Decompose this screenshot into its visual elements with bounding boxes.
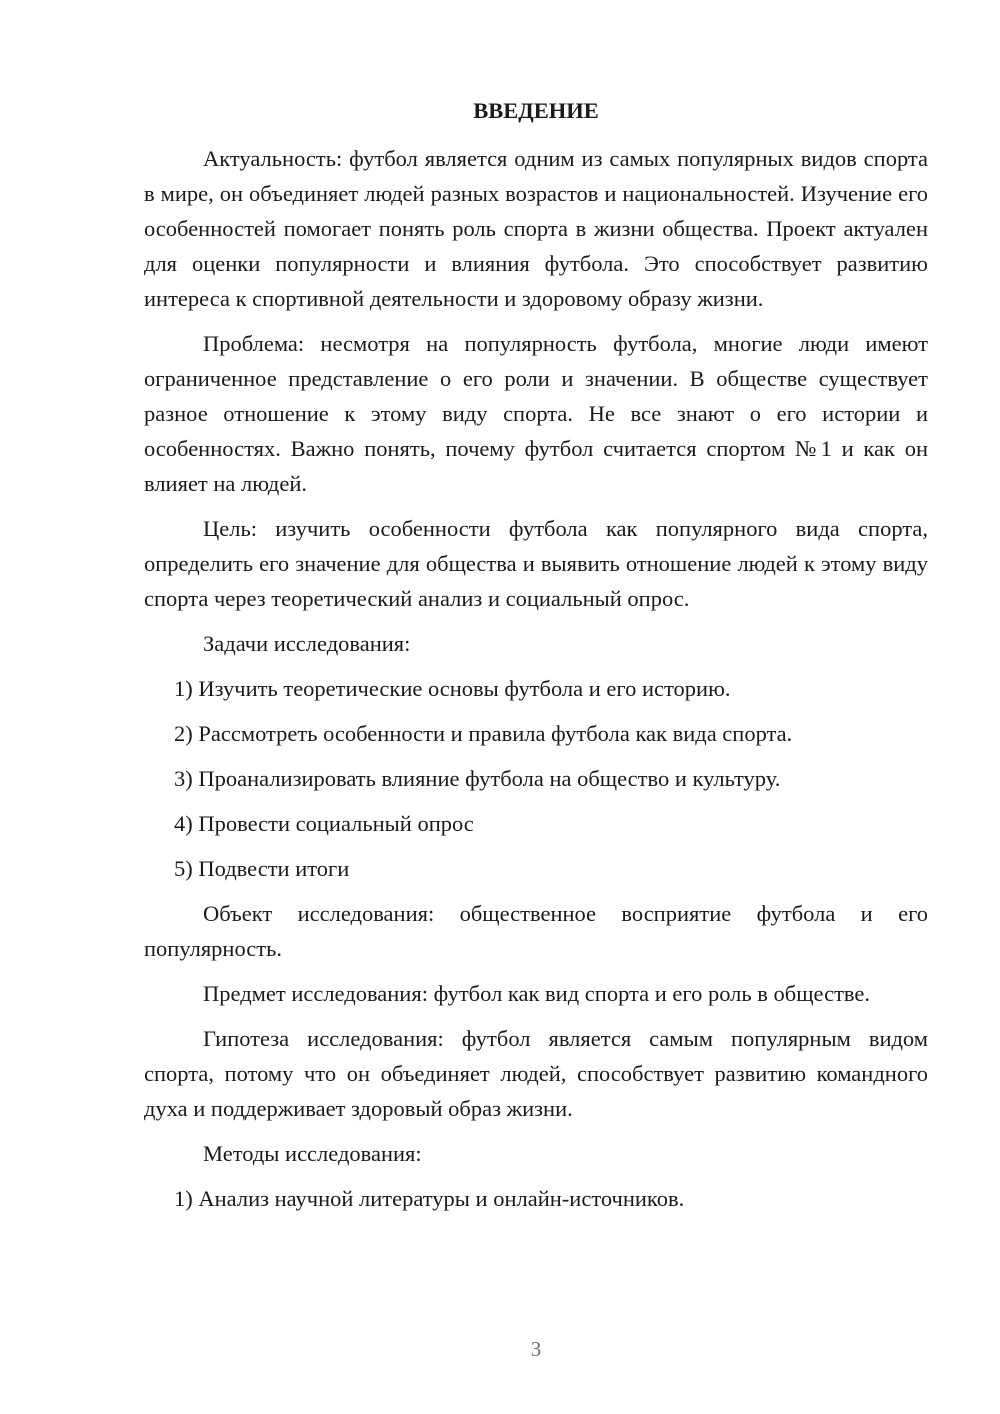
- subject-paragraph: Предмет исследования: футбол как вид спорта и его роль в обществе.: [203, 981, 871, 1006]
- list-item: 2) Рассмотреть особенности и правила футбола как вида спорта.: [174, 721, 793, 746]
- tasks-heading: Задачи исследования:: [203, 631, 411, 656]
- page-number: 3: [530, 1337, 542, 1361]
- list-item: 1) Изучить теоретические основы футбола и его историю.: [174, 676, 731, 701]
- page-content: [144, 96, 928, 1226]
- object-paragraph: Объект исследования: общественное восприятие футбола и его популярность.: [144, 901, 928, 961]
- list-item: 4) Провести социальный опрос: [174, 811, 474, 836]
- list-item: 1) Анализ научной литературы и онлайн-источников.: [174, 1186, 685, 1211]
- tasks-list: [144, 671, 928, 886]
- page-title: ВВЕДЕНИЕ: [473, 98, 599, 123]
- relevance-paragraph: Актуальность: футбол является одним из самых популярных видов спорта в мире, он объединяет людей разных возрастов и национальностей. Изучение его особенностей помогает понять роль спорта в жизни общества. Проект актуален для оценки популярности и влияния футбола. Это способствует развитию интереса к спортивной деятельности и здоровому образу жизни.: [144, 146, 928, 311]
- problem-paragraph: Проблема: несмотря на популярность футбола, многие люди имеют ограниченное представление о его роли и значении. В обществе существует разное отношение к этому виду спорта. Не все знают о его истории и особенностях. Важно понять, почему футбол считается спортом №1 и как он влияет на людей.: [144, 331, 928, 496]
- methods-list: [144, 1181, 928, 1216]
- methods-heading: Методы исследования:: [203, 1141, 422, 1166]
- list-item: 3) Проанализировать влияние футбола на общество и культуру.: [174, 766, 781, 791]
- list-item: 5) Подвести итоги: [174, 856, 350, 881]
- goal-paragraph: Цель: изучить особенности футбола как популярного вида спорта, определить его значение для общества и выявить отношение людей к этому виду спорта через теоретический анализ и социальный опрос.: [144, 516, 928, 611]
- hypothesis-paragraph: Гипотеза исследования: футбол является самым популярным видом спорта, потому что он объединяет людей, способствует развитию командного духа и поддерживает здоровый образ жизни.: [144, 1026, 928, 1121]
